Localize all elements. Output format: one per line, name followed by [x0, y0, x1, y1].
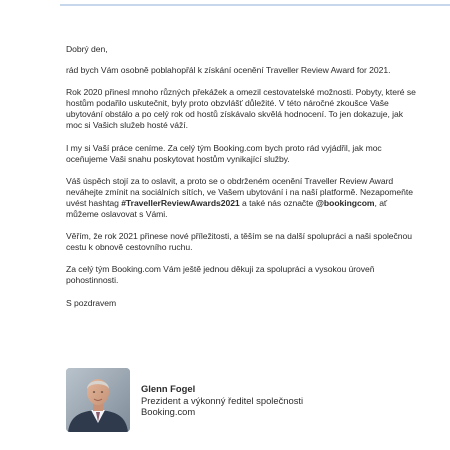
signer-company: Booking.com [141, 406, 196, 417]
social-text-intro: Váš úspěch stojí za to oslavit, a proto se o obdrženém ocenění Traveller Review Award neváhejte zmínit na sociálních sítích, ve Vašem ubytování i na naší platformě. Nezapomeňte uvést hashtag [66, 175, 413, 208]
signer-name: Glenn Fogel [141, 383, 196, 394]
letter-paragraph-thanks: Za celý tým Booking.com Vám ještě jednou děkuji za spolupráci a vysokou úroveň pohostinnosti. [66, 264, 375, 286]
booking-handle-text: @bookingcom [315, 197, 375, 208]
letter-paragraph-social-media [66, 176, 416, 220]
portrait-photo-image [66, 368, 130, 432]
social-text-outro: , ať můžeme oslavovat s Vámi. [66, 197, 388, 220]
letter-paragraph-congratulations: rád bych Vám osobně poblahopřál k získání ocenění Traveller Review Award for 2021. [66, 65, 391, 76]
top-divider [60, 4, 450, 6]
letter-greeting: Dobrý den, [66, 44, 108, 54]
hashtag-text: #TravellerReviewAwards2021 [121, 197, 240, 208]
letter-paragraph-year-2020: Rok 2020 přinesl mnoho různých překážek a omezil cestovatelské možnosti. Pobyty, které se hostům podařilo uskutečnit, byly proto obzvlášť důležité. V této náročné zkoušce Vaše ubytování obstálo a po celý rok od hostů získávalo skvělá hodnocení. To jen dokazuje, jak moc si Vašich služeb hosté váží. [66, 87, 416, 131]
signature-text [141, 383, 303, 418]
letter-body [66, 44, 416, 320]
letter-paragraph-appreciation: I my si Vaší práce ceníme. Za celý tým Booking.com bych proto rád vyjádřil, jak moc oceňujeme Vaši snahu poskytovat hostům vynikající služby. [66, 142, 382, 164]
letter-paragraph-2021: Věřím, že rok 2021 přinese nové příležitosti, a těším se na další spolupráci a naši společnou cestu k obnově cestovního ruchu. [66, 231, 412, 253]
avatar [66, 368, 130, 432]
letter-closing: S pozdravem [66, 297, 117, 308]
social-text-middle: a také nás označte [239, 197, 316, 208]
signature-block [66, 368, 426, 438]
signer-title: Prezident a výkonný ředitel společnosti [141, 394, 304, 406]
